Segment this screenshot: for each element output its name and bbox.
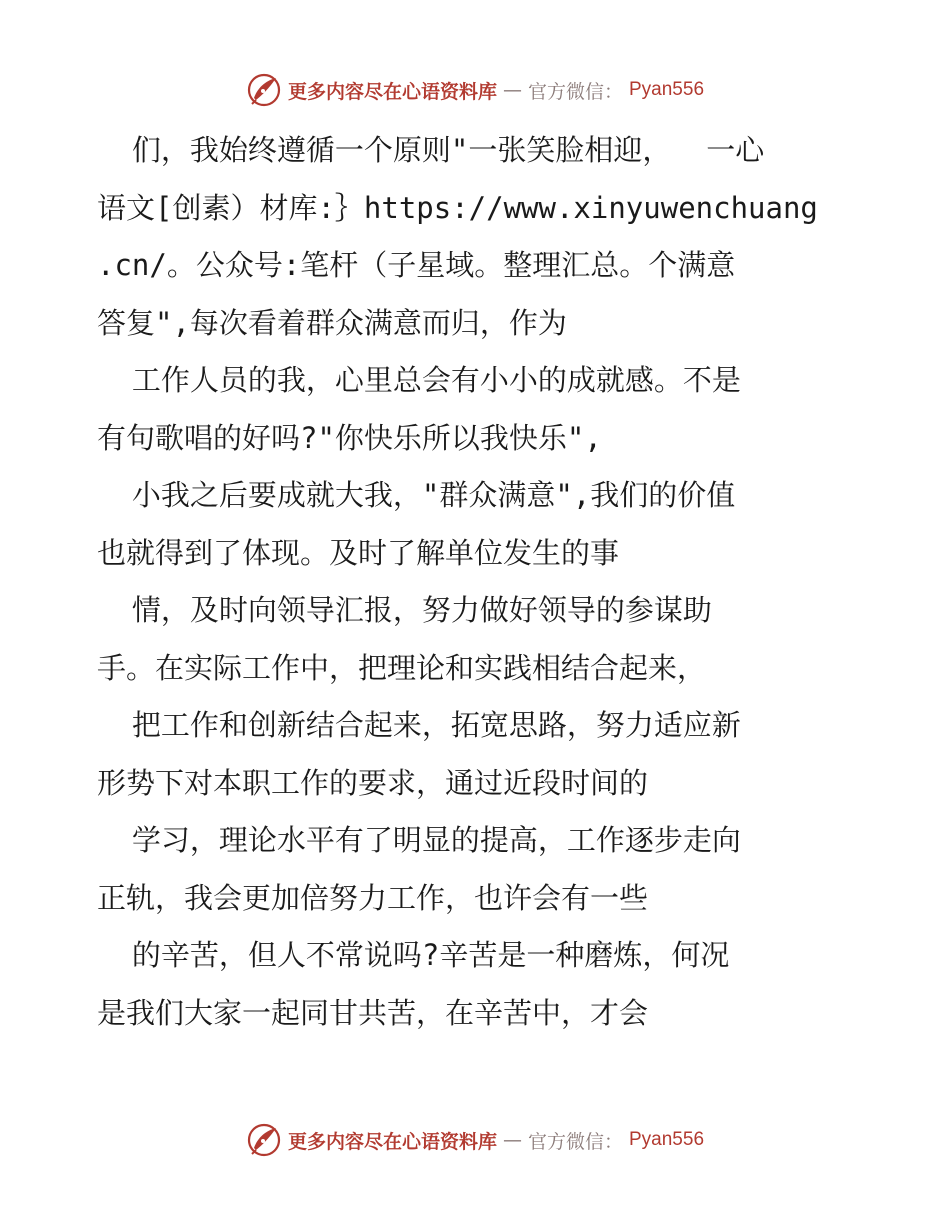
text-line: 情，及时向领导汇报，努力做好领导的参谋助: [97, 593, 712, 627]
banner-main-text: 更多内容尽在心语资料库: [287, 1130, 497, 1153]
text-line: 把工作和创新结合起来，拓宽思路，努力适应新: [97, 708, 741, 742]
pen-nib-logo-icon: [246, 72, 282, 108]
header-banner: [0, 70, 950, 110]
text-line: 语文[创素）材库:｝https://www.xinyuwenchuang: [97, 190, 818, 225]
document-body: [97, 122, 857, 1042]
text-line: 学习，理论水平有了明显的提高，工作逐步走向: [97, 823, 741, 857]
banner-wechat-id: Pyan556: [629, 1129, 705, 1150]
text-line: 工作人员的我，心里总会有小小的成就感。不是: [97, 363, 741, 397]
text-line: 答复",每次看着群众满意而归，作为: [97, 305, 567, 340]
banner-wechat-label: 官方微信：: [527, 1130, 623, 1153]
banner-separator: —: [502, 1129, 522, 1151]
text-line: 也就得到了体现。及时了解单位发生的事: [97, 535, 620, 570]
text-line: 们，我始终遵循一个原则"一张笑脸相迎， 一心: [97, 133, 765, 167]
text-line: 正轨，我会更加倍努力工作，也许会有一些: [97, 880, 649, 915]
banner-main-text: 更多内容尽在心语资料库: [287, 80, 497, 103]
text-line: 小我之后要成就大我，"群众满意",我们的价值: [97, 478, 736, 512]
banner-wechat-id: Pyan556: [629, 79, 705, 100]
text-line: 有句歌唱的好吗?"你快乐所以我快乐",: [97, 420, 602, 455]
text-line: 形势下对本职工作的要求，通过近段时间的: [97, 765, 649, 800]
banner-wechat-label: 官方微信：: [527, 80, 623, 103]
text-line: .cn/。公众号:笔杆（子星域。整理汇总。个满意: [97, 248, 736, 282]
text-line: 的辛苦，但人不常说吗?辛苦是一种磨炼，何况: [97, 938, 730, 972]
pen-nib-logo-icon: [246, 1122, 282, 1158]
banner-separator: —: [502, 79, 522, 101]
footer-banner: [0, 1120, 950, 1160]
text-line: 手。在实际工作中，把理论和实践相结合起来，: [97, 650, 707, 685]
text-line: 是我们大家一起同甘共苦，在辛苦中，才会: [97, 995, 649, 1030]
